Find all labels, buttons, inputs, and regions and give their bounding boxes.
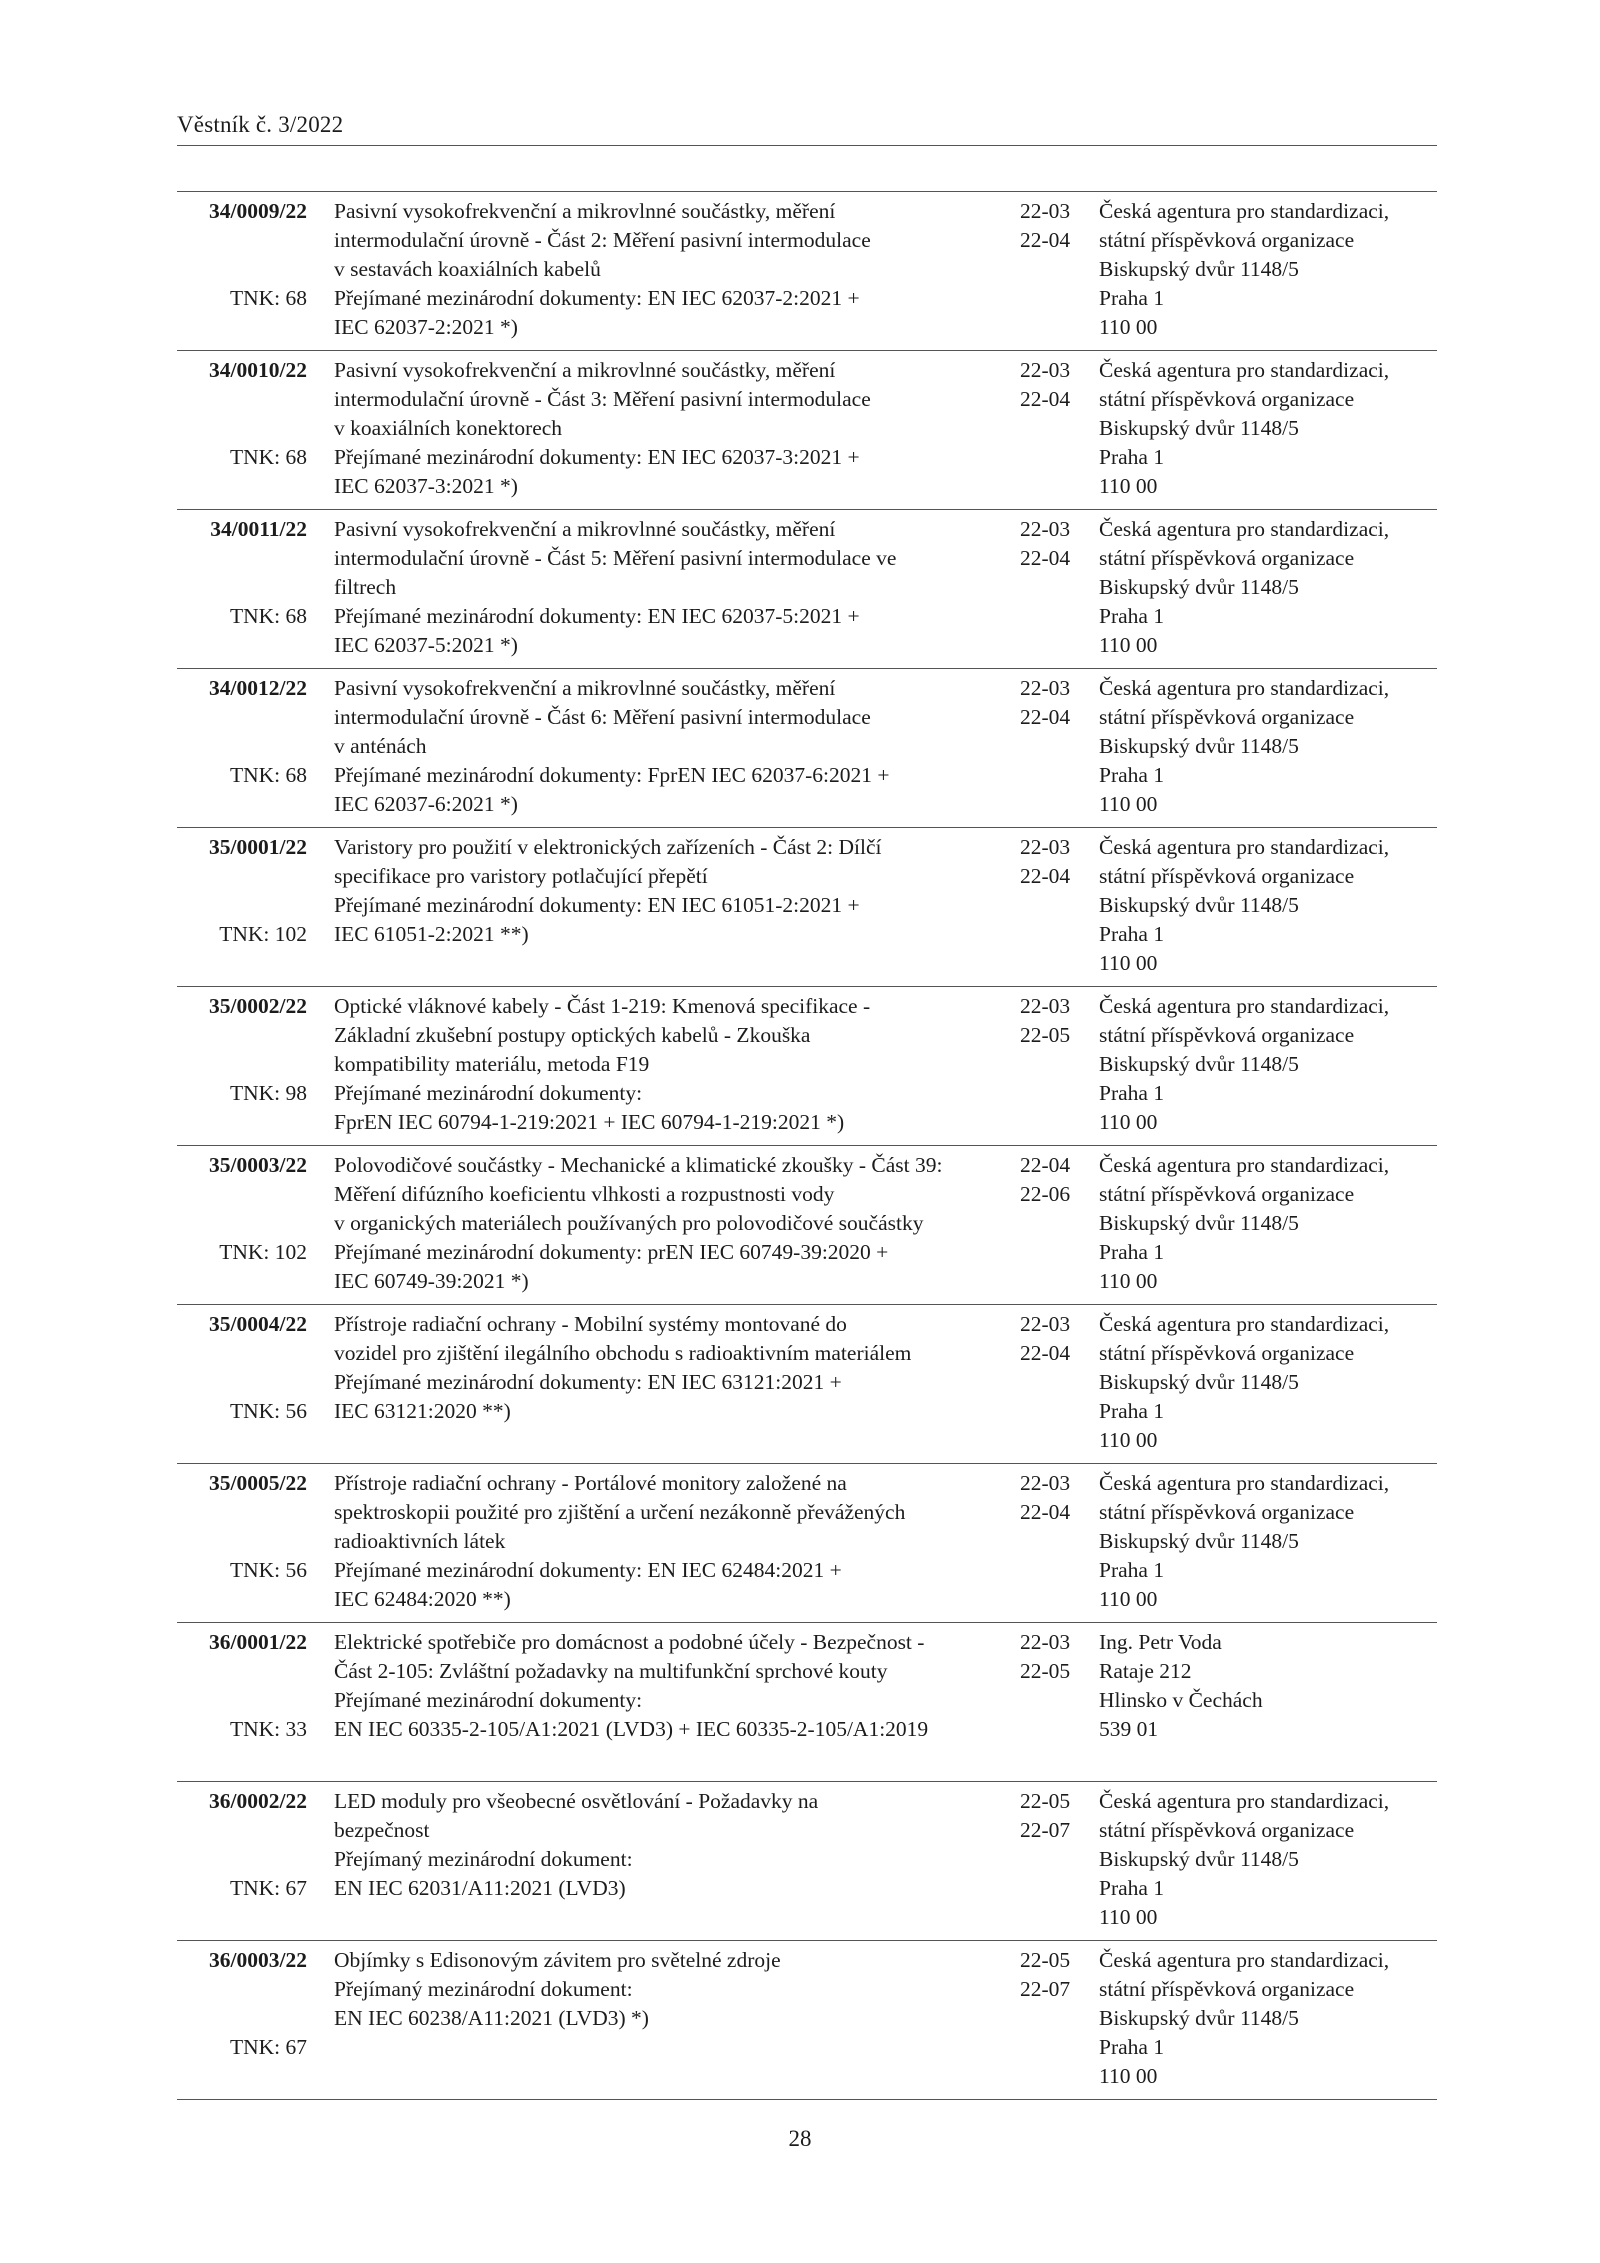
processor-address-line: státní příspěvková organizace [1099,387,1355,411]
date-value: 22-05 [1020,1659,1071,1683]
processor-address-line: 110 00 [1099,951,1158,975]
processor-address-line: 110 00 [1099,1110,1158,1134]
processor-cell [1099,992,1439,1137]
standard-title-line: intermodulační úrovně - Část 3: Měření pasivní intermodulace [334,387,871,411]
processor-address-line: Česká agentura pro standardizaci, [1099,1153,1390,1177]
processor-address-line: Česká agentura pro standardizaci, [1099,1471,1390,1495]
processor-address-line: státní příspěvková organizace [1099,1500,1355,1524]
standard-title-cell [334,992,994,1137]
designation-number: 35/0004/22 [209,1312,307,1336]
processor-address-line: Biskupský dvůr 1148/5 [1099,1847,1299,1871]
processor-address-line: státní příspěvková organizace [1099,1818,1355,1842]
date-value: 22-05 [1020,1789,1071,1813]
table-row [177,509,1437,668]
processor-address-line: Praha 1 [1099,1876,1165,1900]
processor-address-line: Česká agentura pro standardizaci, [1099,199,1390,223]
date-value: 22-07 [1020,1977,1071,2001]
standard-title-line: Přejímané mezinárodní dokumenty: [334,1081,643,1105]
date-value: 22-04 [1020,1500,1071,1524]
tnk-label: TNK: 67 [229,2035,307,2059]
designation-number: 35/0001/22 [209,835,307,859]
date-value: 22-04 [1020,228,1071,252]
processor-address-line: Česká agentura pro standardizaci, [1099,517,1390,541]
header-rule [177,145,1437,146]
standard-title-line: Část 2-105: Zvláštní požadavky na multifunkční sprchové kouty [334,1659,888,1683]
date-value: 22-05 [1020,1023,1071,1047]
standard-title-line: Přejímané mezinárodní dokumenty: FprEN IEC 62037-6:2021 + [334,763,890,787]
standard-title-line: EN IEC 60238/A11:2021 (LVD3) *) [334,2006,649,2030]
processor-cell [1099,356,1439,501]
designation-number: 36/0003/22 [209,1948,307,1972]
standard-title-cell [334,356,994,501]
date-value: 22-03 [1020,1312,1071,1336]
processor-cell [1099,833,1439,978]
processor-address-line: Biskupský dvůr 1148/5 [1099,575,1299,599]
processor-address-line: Biskupský dvůr 1148/5 [1099,1529,1299,1553]
processor-address-line: Biskupský dvůr 1148/5 [1099,1211,1299,1235]
designation-number: 34/0010/22 [209,358,307,382]
standard-title-cell [334,833,994,949]
dates-cell [1020,1310,1090,1368]
standard-title-line: Objímky s Edisonovým závitem pro světelné zdroje [334,1948,781,1972]
processor-cell [1099,1310,1439,1455]
table-row [177,986,1437,1145]
processor-cell [1099,515,1439,660]
standard-title-cell [334,1946,994,2033]
standard-title-line: spektroskopii použité pro zjištění a určení nezákonně převážených [334,1500,906,1524]
processor-address-line: 110 00 [1099,474,1158,498]
processor-address-line: státní příspěvková organizace [1099,546,1355,570]
processor-address-line: Biskupský dvůr 1148/5 [1099,1052,1299,1076]
processor-address-line: Česká agentura pro standardizaci, [1099,994,1390,1018]
designation-number: 34/0011/22 [210,517,307,541]
processor-address-line: Česká agentura pro standardizaci, [1099,835,1390,859]
dates-cell [1020,1628,1090,1686]
date-value: 22-04 [1020,387,1071,411]
processor-address-line: Ing. Petr Voda [1099,1630,1222,1654]
date-value: 22-03 [1020,517,1071,541]
designation-cell [177,1787,307,1900]
processor-address-line: Praha 1 [1099,922,1165,946]
standard-title-line: Pasivní vysokofrekvenční a mikrovlnné součástky, měření [334,358,836,382]
designation-cell [177,197,307,310]
standard-title-line: kompatibility materiálu, metoda F19 [334,1052,650,1076]
processor-address-line: státní příspěvková organizace [1099,1977,1355,2001]
processor-address-line: Hlinsko v Čechách [1099,1688,1263,1712]
designation-cell [177,1946,307,2059]
processor-address-line: 110 00 [1099,315,1158,339]
standard-title-line: Pasivní vysokofrekvenční a mikrovlnné součástky, měření [334,517,836,541]
tnk-label: TNK: 56 [229,1558,307,1582]
table-row [177,1463,1437,1622]
processor-address-line: 539 01 [1099,1717,1159,1741]
date-value: 22-03 [1020,358,1071,382]
processor-address-line: 110 00 [1099,1587,1158,1611]
standard-title-cell [334,1469,994,1614]
standard-title-line: IEC 62037-5:2021 *) [334,633,518,657]
tnk-label: TNK: 102 [219,1240,307,1264]
standard-title-line: Optické vláknové kabely - Část 1-219: Kmenová specifikace - [334,994,871,1018]
processor-address-line: státní příspěvková organizace [1099,228,1355,252]
table-row [177,1145,1437,1304]
table-row [177,1781,1437,1940]
designation-number: 36/0002/22 [209,1789,307,1813]
date-value: 22-04 [1020,705,1071,729]
tnk-label: TNK: 98 [229,1081,307,1105]
processor-cell [1099,674,1439,819]
standard-title-line: vozidel pro zjištění ilegálního obchodu s radioaktivním materiálem [334,1341,912,1365]
processor-address-line: 110 00 [1099,1269,1158,1293]
standard-title-line: FprEN IEC 60794-1-219:2021 + IEC 60794-1-219:2021 *) [334,1110,845,1134]
designation-cell [177,515,307,628]
standard-title-line: v anténách [334,734,427,758]
standard-title-line: filtrech [334,575,397,599]
processor-address-line: 110 00 [1099,1428,1158,1452]
date-value: 22-04 [1020,546,1071,570]
processor-address-line: Biskupský dvůr 1148/5 [1099,893,1299,917]
processor-address-line: 110 00 [1099,2064,1158,2088]
standards-table [177,191,1437,2100]
dates-cell [1020,1151,1090,1209]
dates-cell [1020,674,1090,732]
standard-title-line: Přejímané mezinárodní dokumenty: EN IEC 61051-2:2021 + [334,893,860,917]
standard-title-line: Přejímané mezinárodní dokumenty: prEN IEC 60749-39:2020 + [334,1240,889,1264]
dates-cell [1020,1787,1090,1845]
processor-address-line: Praha 1 [1099,445,1165,469]
tnk-label: TNK: 68 [229,286,307,310]
standard-title-line: Přejímaný mezinárodní dokument: [334,1847,633,1871]
standard-title-line: IEC 60749-39:2021 *) [334,1269,529,1293]
table-row [177,827,1437,986]
processor-cell [1099,1628,1439,1744]
processor-address-line: Česká agentura pro standardizaci, [1099,1948,1390,1972]
standard-title-cell [334,1310,994,1426]
designation-cell [177,1310,307,1423]
standard-title-line: IEC 63121:2020 **) [334,1399,511,1423]
standard-title-line: IEC 62037-3:2021 *) [334,474,518,498]
table-row [177,1304,1437,1463]
processor-address-line: 110 00 [1099,1905,1158,1929]
processor-address-line: státní příspěvková organizace [1099,1023,1355,1047]
dates-cell [1020,197,1090,255]
table-row [177,1622,1437,1781]
standard-title-line: Přejímané mezinárodní dokumenty: EN IEC 62037-5:2021 + [334,604,860,628]
dates-cell [1020,515,1090,573]
date-value: 22-03 [1020,1630,1071,1654]
processor-address-line: státní příspěvková organizace [1099,864,1355,888]
designation-cell [177,1628,307,1741]
processor-address-line: Česká agentura pro standardizaci, [1099,1312,1390,1336]
designation-cell [177,674,307,787]
standard-title-line: intermodulační úrovně - Část 2: Měření pasivní intermodulace [334,228,871,252]
standard-title-line: Přejímané mezinárodní dokumenty: [334,1688,643,1712]
standard-title-line: Měření difúzního koeficientu vlhkosti a rozpustnosti vody [334,1182,835,1206]
standard-title-cell [334,1628,994,1744]
processor-address-line: Praha 1 [1099,2035,1165,2059]
processor-cell [1099,1151,1439,1296]
standard-title-line: bezpečnost [334,1818,430,1842]
processor-address-line: Praha 1 [1099,1399,1165,1423]
table-row [177,191,1437,350]
standard-title-line: IEC 62484:2020 **) [334,1587,511,1611]
table-row [177,668,1437,827]
standard-title-line: specifikace pro varistory potlačující přepětí [334,864,708,888]
tnk-label: TNK: 68 [229,604,307,628]
standard-title-line: IEC 62037-2:2021 *) [334,315,518,339]
standard-title-line: Přejímané mezinárodní dokumenty: EN IEC 62037-3:2021 + [334,445,860,469]
standard-title-line: radioaktivních látek [334,1529,506,1553]
standard-title-cell [334,515,994,660]
standard-title-line: Polovodičové součástky - Mechanické a klimatické zkoušky - Část 39: [334,1153,943,1177]
processor-address-line: státní příspěvková organizace [1099,705,1355,729]
tnk-label: TNK: 102 [219,922,307,946]
standard-title-cell [334,1787,994,1903]
processor-address-line: státní příspěvková organizace [1099,1182,1355,1206]
designation-number: 35/0002/22 [209,994,307,1018]
standard-title-line: EN IEC 62031/A11:2021 (LVD3) [334,1876,626,1900]
standard-title-line: Přejímané mezinárodní dokumenty: EN IEC 62484:2021 + [334,1558,842,1582]
standard-title-cell [334,674,994,819]
dates-cell [1020,992,1090,1050]
processor-address-line: Praha 1 [1099,604,1165,628]
dates-cell [1020,356,1090,414]
designation-number: 35/0005/22 [209,1471,307,1495]
tnk-label: TNK: 68 [229,763,307,787]
processor-address-line: Biskupský dvůr 1148/5 [1099,2006,1299,2030]
designation-number: 36/0001/22 [209,1630,307,1654]
standard-title-line: Přejímané mezinárodní dokumenty: EN IEC 62037-2:2021 + [334,286,860,310]
date-value: 22-05 [1020,1948,1071,1972]
date-value: 22-06 [1020,1182,1071,1206]
standard-title-line: IEC 61051-2:2021 **) [334,922,529,946]
standard-title-line: Přístroje radiační ochrany - Portálové monitory založené na [334,1471,847,1495]
page-number: 28 [788,2126,812,2151]
date-value: 22-04 [1020,864,1071,888]
dates-cell [1020,1946,1090,2004]
standard-title-line: Varistory pro použití v elektronických zařízeních - Část 2: Dílčí [334,835,882,859]
standard-title-line: Základní zkušební postupy optických kabelů - Zkouška [334,1023,811,1047]
standard-title-line: Pasivní vysokofrekvenční a mikrovlnné součástky, měření [334,199,836,223]
date-value: 22-04 [1020,1153,1071,1177]
designation-cell [177,833,307,946]
processor-address-line: Česká agentura pro standardizaci, [1099,358,1390,382]
standard-title-line: IEC 62037-6:2021 *) [334,792,518,816]
standard-title-line: Přístroje radiační ochrany - Mobilní systémy montované do [334,1312,847,1336]
designation-cell [177,356,307,469]
processor-address-line: Biskupský dvůr 1148/5 [1099,734,1299,758]
date-value: 22-03 [1020,676,1071,700]
processor-address-line: 110 00 [1099,633,1158,657]
dates-cell [1020,833,1090,891]
processor-cell [1099,1946,1439,2091]
processor-address-line: Praha 1 [1099,763,1165,787]
designation-cell [177,992,307,1105]
processor-address-line: Biskupský dvůr 1148/5 [1099,416,1299,440]
standard-title-line: intermodulační úrovně - Část 5: Měření pasivní intermodulace ve [334,546,897,570]
designation-number: 35/0003/22 [209,1153,307,1177]
date-value: 22-07 [1020,1818,1071,1842]
standard-title-line: LED moduly pro všeobecné osvětlování - Požadavky na [334,1789,819,1813]
standard-title-cell [334,1151,994,1296]
processor-address-line: Česká agentura pro standardizaci, [1099,1789,1390,1813]
dates-cell [1020,1469,1090,1527]
tnk-label: TNK: 67 [229,1876,307,1900]
table-row [177,1940,1437,2100]
table-row [177,350,1437,509]
standard-title-line: v sestavách koaxiálních kabelů [334,257,601,281]
standard-title-line: EN IEC 60335-2-105/A1:2021 (LVD3) + IEC 60335-2-105/A1:2019 [334,1717,929,1741]
standard-title-line: Pasivní vysokofrekvenční a mikrovlnné součástky, měření [334,676,836,700]
processor-address-line: státní příspěvková organizace [1099,1341,1355,1365]
processor-cell [1099,1787,1439,1932]
tnk-label: TNK: 68 [229,445,307,469]
standard-title-line: v organických materiálech používaných pro polovodičové součástky [334,1211,924,1235]
standard-title-line: intermodulační úrovně - Část 6: Měření pasivní intermodulace [334,705,871,729]
processor-address-line: Biskupský dvůr 1148/5 [1099,257,1299,281]
processor-address-line: Rataje 212 [1099,1659,1192,1683]
bulletin-header: Věstník č. 3/2022 [177,112,344,137]
date-value: 22-03 [1020,994,1071,1018]
designation-number: 34/0012/22 [209,676,307,700]
processor-address-line: Biskupský dvůr 1148/5 [1099,1370,1299,1394]
processor-address-line: Praha 1 [1099,286,1165,310]
tnk-label: TNK: 33 [229,1717,307,1741]
designation-number: 34/0009/22 [209,199,307,223]
standard-title-line: Přejímané mezinárodní dokumenty: EN IEC 63121:2021 + [334,1370,842,1394]
designation-cell [177,1469,307,1582]
standard-title-line: Elektrické spotřebiče pro domácnost a podobné účely - Bezpečnost - [334,1630,925,1654]
standard-title-line: v koaxiálních konektorech [334,416,563,440]
processor-address-line: Praha 1 [1099,1240,1165,1264]
designation-cell [177,1151,307,1264]
processor-address-line: Praha 1 [1099,1558,1165,1582]
tnk-label: TNK: 56 [229,1399,307,1423]
standard-title-line: Přejímaný mezinárodní dokument: [334,1977,633,2001]
processor-cell [1099,1469,1439,1614]
date-value: 22-03 [1020,1471,1071,1495]
date-value: 22-03 [1020,835,1071,859]
processor-address-line: Praha 1 [1099,1081,1165,1105]
processor-cell [1099,197,1439,342]
standard-title-cell [334,197,994,342]
processor-address-line: 110 00 [1099,792,1158,816]
date-value: 22-03 [1020,199,1071,223]
processor-address-line: Česká agentura pro standardizaci, [1099,676,1390,700]
date-value: 22-04 [1020,1341,1071,1365]
